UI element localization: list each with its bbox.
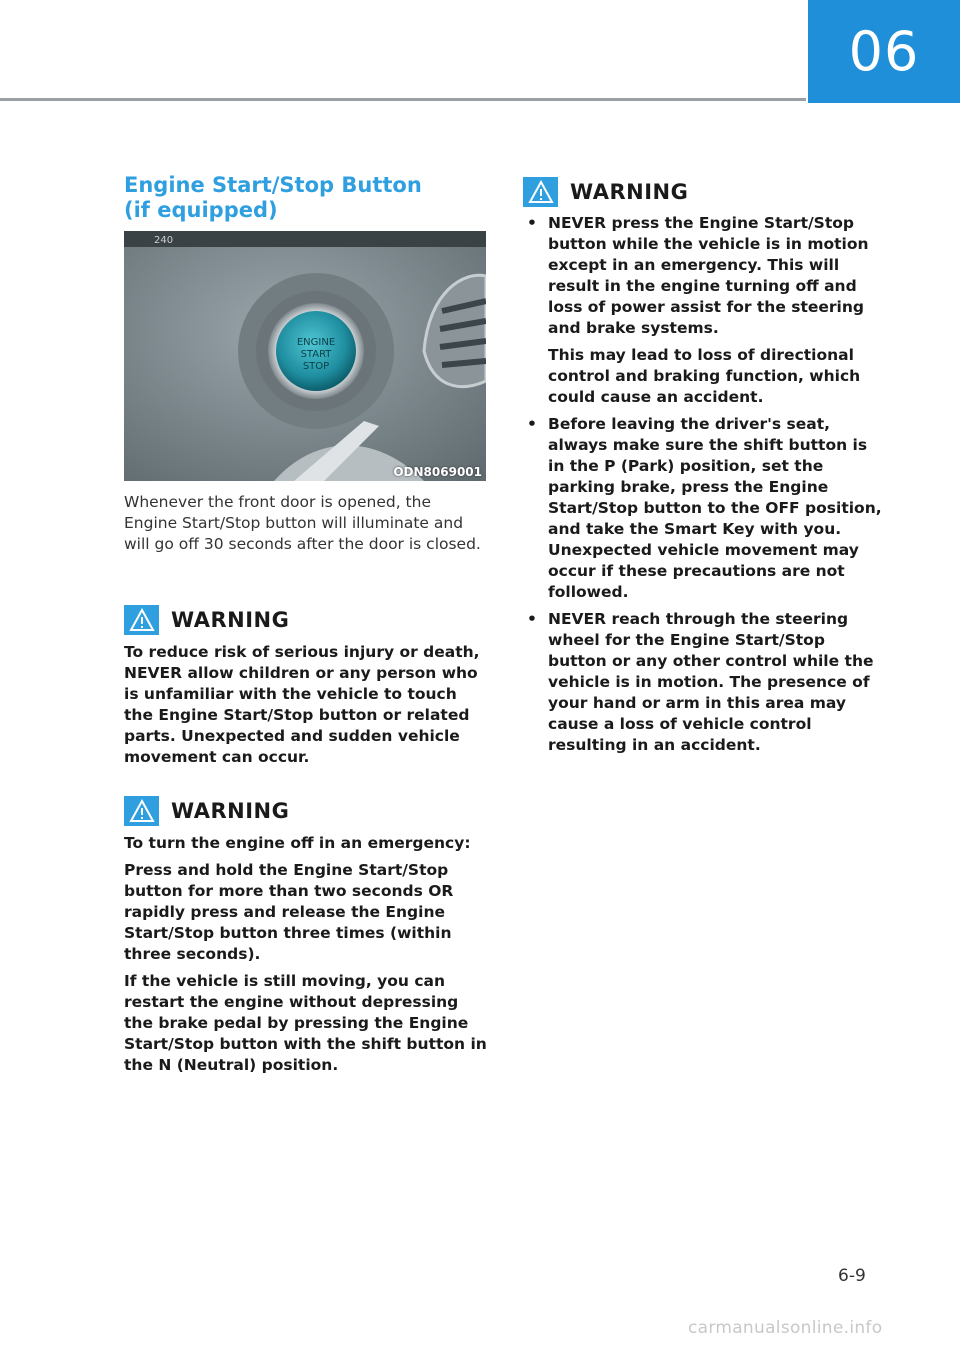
header-rule [0,98,806,101]
section-title [124,173,484,223]
page-number: 6-9 [838,1266,866,1286]
warning-paragraph: If the vehicle is still moving, you can restart the engine without depressing the brake pedal by pressing the Engine Start/Stop button with the shift button in the N (Neutral) position. [124,972,487,1074]
warning-paragraph: This may lead to loss of directional control and braking function, which could cause an accident. [548,346,861,406]
gauge-label: 240 [154,235,174,246]
button-label-stop: STOP [302,361,330,372]
list-item [523,609,887,756]
intro-paragraph: Whenever the front door is opened, the Engine Start/Stop button will illuminate and will go off 30 seconds after the door is closed. [124,493,481,553]
warning-header [124,605,289,635]
list-item [523,414,887,603]
button-label-engine: ENGINE [296,337,336,348]
warning-text [124,833,488,1082]
warning-label: WARNING [171,799,290,823]
warning-triangle-icon [124,605,159,635]
button-label-start: START [300,349,332,360]
warning-triangle-icon [523,177,558,207]
bullet-icon: • [527,415,537,433]
warning-paragraph: NEVER press the Engine Start/Stop button while the vehicle is in motion except in an emergency. This will result in the engine turning off and loss of power assist for the steering and brake systems. [548,214,869,337]
warning-label: WARNING [171,608,290,632]
list-item [523,213,887,408]
warning-bullet-list [523,213,887,762]
section-title-line1: Engine Start/Stop Button [124,173,422,197]
warning-triangle-icon [124,796,159,826]
bullet-icon: • [527,610,537,628]
warning-text: To reduce risk of serious injury or death, NEVER allow children or any person who is unfamiliar with the vehicle to touch the Engine Start/Stop button or related parts. Unexpected and sudden vehicle movement can occur. [124,643,480,766]
warning-paragraph: Before leaving the driver's seat, always make sure the shift button is in the P (Park) position, set the parking brake, press the Engine Start/Stop button to the OFF position, and take the Smart Key with you. Unexpected vehicle movement may occur if these precautions are not followed. [548,415,882,601]
warning-header [523,177,688,207]
figure-code: ODN8069001 [393,465,482,479]
warning-header [124,796,289,826]
bullet-icon: • [527,214,537,232]
warning-paragraph: Press and hold the Engine Start/Stop button for more than two seconds OR rapidly press and release the Engine Start/Stop button three times (within three seconds). [124,861,454,963]
engine-button-photo [124,231,486,481]
watermark: carmanualsonline.info [688,1318,883,1338]
warning-label: WARNING [570,180,689,204]
warning-paragraph: To turn the engine off in an emergency: [124,834,471,852]
section-title-line2: (if equipped) [124,198,278,222]
chapter-tab: 06 [808,0,960,103]
warning-paragraph: NEVER reach through the steering wheel for the Engine Start/Stop button or any other control while the vehicle is in motion. The presence of your hand or arm in this area may cause a loss of vehicle control resulting in an accident. [548,610,874,754]
